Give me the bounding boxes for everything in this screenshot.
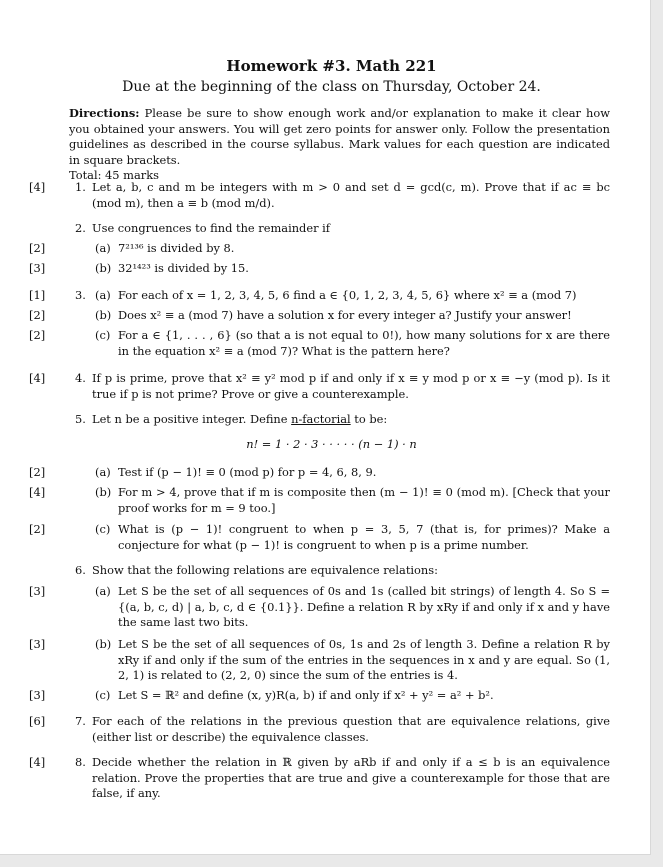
question-6c-text: Let S = ℝ² and define (x, y)R(a, b) if and only if x² + y² = a² + b². xyxy=(118,688,494,702)
mark-p8: [4] xyxy=(29,755,46,769)
question-number-3: 3. xyxy=(75,288,86,302)
mark-p5b: [4] xyxy=(29,485,46,499)
question-number-7: 7. xyxy=(75,714,86,728)
mark-p5c: [2] xyxy=(29,522,46,536)
mark-p2a: [2] xyxy=(29,241,46,255)
total-marks: Total: 45 marks xyxy=(69,168,159,182)
question-number-6: 6. xyxy=(75,563,86,577)
mark-p2b: [3] xyxy=(29,261,46,275)
question-7-text: For each of the relations in the previous question that are equivalence relations, give (either list or describe) the equivalence classes. xyxy=(92,714,610,744)
part-label-5b: (b) xyxy=(95,485,112,499)
question-5-text-before: Let n be a positive integer. Define xyxy=(92,412,292,426)
question-2b-text: 32¹⁴²³ is divided by 15. xyxy=(118,261,249,275)
part-label-5a: (a) xyxy=(95,465,111,479)
factorial-formula: n! = 1 · 2 · 3 · · · · · (n − 1) · n xyxy=(246,437,417,451)
question-6a-text: Let S be the set of all sequences of 0s and 1s (called bit strings) of length 4. So S = {(a, b, c, d) | a, b, c, d ∈ {0.1}}. Define a relation R by xRy if and only if x and y have the same last two bits. xyxy=(118,584,610,629)
question-number-8: 8. xyxy=(75,755,86,769)
viewer-background-strip xyxy=(0,856,663,867)
question-number-4: 4. xyxy=(75,371,86,385)
question-2-text: Use congruences to find the remainder if xyxy=(92,221,331,235)
question-5b-text: For m > 4, prove that if m is composite then (m − 1)! ≡ 0 (mod m). [Check that your proof works for m = 9 too.] xyxy=(118,485,610,515)
question-3c-text: For a ∈ {1, . . . , 6} (so that a is not equal to 0!), how many solutions for x are there in the equation x² ≡ a (mod 7)? What is the pattern here? xyxy=(118,328,610,358)
part-label-6c: (c) xyxy=(95,688,111,702)
mark-p3b: [2] xyxy=(29,308,46,322)
mark-p3c: [2] xyxy=(29,328,46,342)
page-title: Homework #3. Math 221 xyxy=(226,57,437,75)
mark-p6c: [3] xyxy=(29,688,46,702)
mark-p1: [4] xyxy=(29,180,46,194)
question-8-text: Decide whether the relation in ℝ given by aRb if and only if a ≤ b is an equivalence relation. Prove the properties that are true and give a counterexample for those that are false, if any. xyxy=(92,755,610,800)
mark-p7: [6] xyxy=(29,714,46,728)
question-4-text: If p is prime, prove that x² ≡ y² mod p if and only if x ≡ y mod p or x ≡ −y (mod p). Is it true if p is not prime? Prove or give a counterexample. xyxy=(92,371,610,401)
question-6-text: Show that the following relations are equivalence relations: xyxy=(92,563,438,577)
question-3b-text: Does x² ≡ a (mod 7) have a solution x for every integer a? Justify your answer! xyxy=(118,308,572,322)
part-label-3a: (a) xyxy=(95,288,111,302)
part-label-3c: (c) xyxy=(95,328,111,342)
question-number-1: 1. xyxy=(75,180,86,194)
question-3a-text: For each of x = 1, 2, 3, 4, 5, 6 find a ∈ {0, 1, 2, 3, 4, 5, 6} where x² ≡ a (mod 7) xyxy=(118,288,577,302)
directions-paragraph xyxy=(69,106,610,184)
mark-p3a: [1] xyxy=(29,288,46,302)
directions-label: Directions: xyxy=(69,106,140,120)
part-label-2b: (b) xyxy=(95,261,112,275)
question-5-text-after: to be: xyxy=(350,412,388,426)
part-label-6a: (a) xyxy=(95,584,111,598)
question-number-5: 5. xyxy=(75,412,86,426)
question-number-2: 2. xyxy=(75,221,86,235)
mark-p6b: [3] xyxy=(29,637,46,651)
due-date-subtitle: Due at the beginning of the class on Thursday, October 24. xyxy=(122,79,541,95)
mark-p5a: [2] xyxy=(29,465,46,479)
directions-text: Please be sure to show enough work and/or explanation to make it clear how you obtained your answers. You will get zero points for answer only. Follow the presentation guidelines as described in the course syllabus. Mark values for each question are indicated in square brackets. xyxy=(69,106,610,167)
question-5a-text: Test if (p − 1)! ≡ 0 (mod p) for p = 4, 6, 8, 9. xyxy=(118,465,377,479)
part-label-2a: (a) xyxy=(95,241,111,255)
question-1-text: Let a, b, c and m be integers with m > 0 and set d = gcd(c, m). Prove that if ac ≡ bc (mod m), then a ≡ b (mod m/d). xyxy=(92,180,610,210)
question-5c-text: What is (p − 1)! congruent to when p = 3, 5, 7 (that is, for primes)? Make a conjecture for what (p − 1)! is congruent to when p is a prime number. xyxy=(118,522,610,552)
mark-p4: [4] xyxy=(29,371,46,385)
mark-p6a: [3] xyxy=(29,584,46,598)
n-factorial-term: n-factorial xyxy=(291,412,351,426)
part-label-3b: (b) xyxy=(95,308,112,322)
part-label-5c: (c) xyxy=(95,522,111,536)
part-label-6b: (b) xyxy=(95,637,112,651)
question-2a-text: 7²¹³⁶ is divided by 8. xyxy=(118,241,235,255)
question-6b-text: Let S be the set of all sequences of 0s, 1s and 2s of length 3. Define a relation R by xRy if and only if the sum of the entries in the sequences in x and y are equal. So (1, 2, 1) is related to (2, 2, 0) since the sum of the entries is 4. xyxy=(118,637,610,682)
question-5-text xyxy=(92,412,610,428)
